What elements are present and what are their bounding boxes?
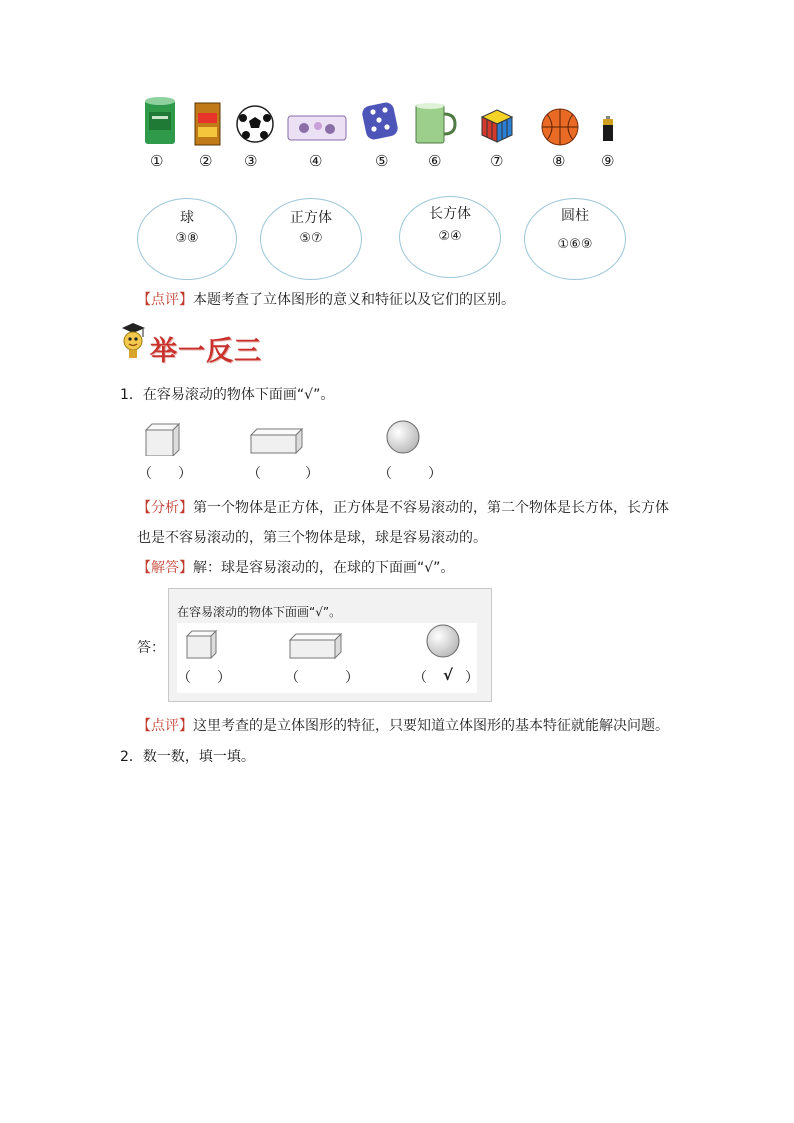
rubiks-cube-icon (479, 108, 515, 144)
comment-tag: 【点评】 (137, 292, 193, 308)
object-number: ⑧ (552, 152, 566, 170)
paren-close: ） (465, 670, 479, 686)
q1-solution (137, 558, 454, 578)
student-mascot-icon (118, 320, 148, 360)
answer-figure (168, 588, 492, 702)
dice-icon (360, 98, 400, 144)
group-oval-cylinder (524, 198, 626, 280)
paren-open: （ (378, 466, 392, 482)
answer-figure-title: 在容易滚动的物体下面画“√”。 (177, 605, 342, 619)
section-banner-title: 举一反三 (150, 336, 262, 367)
group-items: ⑤⑦ (299, 231, 323, 246)
paren-close: ） (345, 670, 359, 686)
answer-text: 解：球是容易滚动的，在球的下面画“√”。 (193, 560, 455, 576)
box-icon (192, 101, 224, 147)
paren-open: （ (247, 466, 261, 482)
paren-open: （ (138, 466, 152, 482)
check-mark: √ (443, 666, 454, 684)
q1-question: 1．在容易滚动的物体下面画“√”。 (120, 387, 335, 403)
paren-open: （ (177, 670, 191, 686)
basketball-icon (540, 107, 580, 147)
sphere-shape-icon (385, 419, 421, 455)
example-comment (137, 290, 515, 310)
group-oval-cuboid (399, 196, 501, 278)
object-number: ⑨ (601, 152, 615, 170)
can-icon (143, 96, 177, 148)
cube-shape-icon (144, 422, 182, 456)
paren-open: （ (413, 670, 427, 686)
paren-open: （ (285, 670, 299, 686)
cuboid-shape-icon (250, 428, 304, 454)
analysis-text: 第一个物体是正方体，正方体是不容易滚动的，第二个物体是长方体，长方体 (193, 500, 669, 516)
object-number: ⑦ (490, 152, 504, 170)
paren-close: ） (178, 466, 192, 482)
answer-figure-body (177, 623, 477, 693)
cube-shape-icon (185, 629, 219, 659)
group-oval-sphere (137, 198, 237, 280)
object-number: ② (199, 152, 213, 170)
q1-analysis-line1 (137, 498, 669, 518)
comment-text: 这里考查的是立体图形的特征，只要知道立体图形的基本特征就能解决问题。 (193, 718, 669, 734)
paren-close: ） (217, 670, 231, 686)
group-items: ③⑧ (175, 231, 199, 246)
group-items: ②④ (438, 229, 462, 244)
q2-question: 2．数一数，填一填。 (120, 749, 255, 765)
soccer-ball-icon (235, 104, 275, 144)
pencil-case-icon (286, 112, 350, 144)
mug-icon (413, 102, 457, 146)
group-label: 圆柱 (561, 208, 589, 224)
q1-analysis-line2: 也是不容易滚动的，第三个物体是球，球是容易滚动的。 (137, 530, 487, 546)
group-label: 长方体 (429, 206, 471, 222)
group-items: ①⑥⑨ (557, 237, 593, 252)
group-label: 球 (180, 210, 194, 226)
paren-close: ） (428, 466, 442, 482)
comment-tag: 【点评】 (137, 718, 193, 734)
object-number: ⑤ (375, 152, 389, 170)
object-number: ④ (309, 152, 323, 170)
sphere-shape-icon (425, 623, 461, 659)
group-oval-cube (260, 198, 362, 280)
cuboid-shape-icon (289, 633, 343, 659)
object-number: ① (150, 152, 164, 170)
battery-icon (602, 116, 614, 142)
object-number: ③ (244, 152, 258, 170)
analysis-tag: 【分析】 (137, 500, 193, 516)
paren-close: ） (305, 466, 319, 482)
comment-text: 本题考查了立体图形的意义和特征以及它们的区别。 (193, 292, 515, 308)
q1-comment (137, 716, 669, 736)
answer-tag: 【解答】 (137, 560, 193, 576)
answer-label: 答： (137, 640, 165, 656)
group-label: 正方体 (290, 210, 332, 226)
object-number: ⑥ (428, 152, 442, 170)
